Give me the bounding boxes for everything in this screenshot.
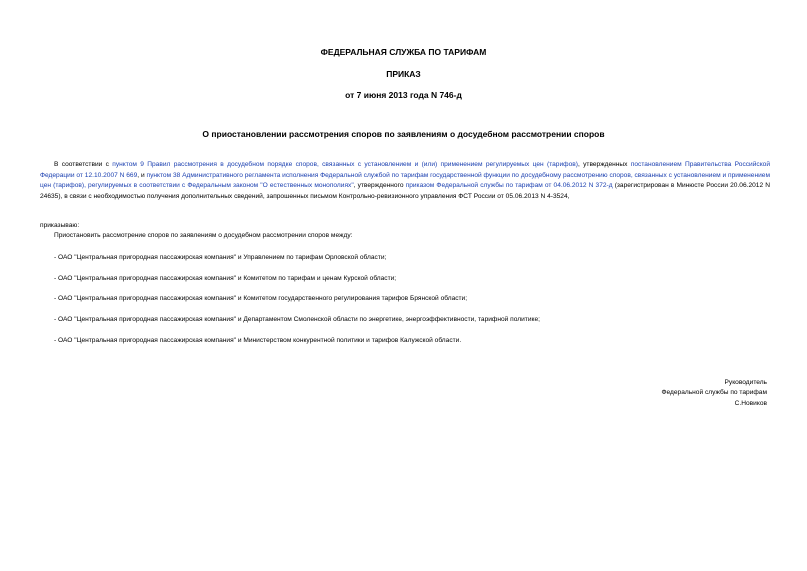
document-type: ПРИКАЗ xyxy=(386,69,421,79)
signature-position-1: Руководитель xyxy=(724,379,767,386)
preamble-text-1: В соответствии с xyxy=(54,161,113,168)
preamble-text-5: (зарегистрирован в Минюсте России 20.06.2012 N 24635), в связи с необходимостью получения дополнительных сведений, запрошенных письмом Контрольно-ревизионного управления ФСТ России от 05.06.2013 N 4-3524, xyxy=(40,182,771,200)
agency-heading: ФЕДЕРАЛЬНАЯ СЛУЖБА ПО ТАРИФАМ xyxy=(320,47,487,57)
order-intro: Приостановить рассмотрение споров по заявлениям о досудебном рассмотрении споров между: xyxy=(54,232,353,239)
link-rules-item-9[interactable]: пунктом 9 Правил рассмотрения в досудебном порядке споров, связанных с установлением и (или) применением регулируемых цен (тарифов) xyxy=(112,161,578,168)
list-item: - ОАО "Центральная пригородная пассажирская компания" и Министерством конкурентной политики и тарифов Калужской области. xyxy=(54,337,462,344)
preamble-text-2: , утвержденных xyxy=(577,161,631,168)
signature-position-2: Федеральной службы по тарифам xyxy=(661,389,767,396)
link-government-decree[interactable]: постановлением Правительства Российской Федерации от 12.10.2007 N 669 xyxy=(40,161,771,179)
list-item: - ОАО "Центральная пригородная пассажирская компания" и Комитетом государственного регулирования тарифов Брянской области; xyxy=(54,295,468,302)
list-item: - ОАО "Центральная пригородная пассажирская компания" и Департаментом Смоленской области по энергетике, энергоэффективности, тарифной политике; xyxy=(54,316,540,323)
preamble-text-4: , утвержденного xyxy=(353,182,406,189)
preamble-text-3: , и xyxy=(137,171,147,179)
list-item: - ОАО "Центральная пригородная пассажирская компания" и Комитетом по тарифам и ценам Курской области; xyxy=(54,275,397,282)
link-admin-regulation[interactable]: пунктом 38 Административного регламента исполнения Федеральной службой по тарифам государственной функции по досудебному рассмотрению споров, связанных с установлением и применением цен (тарифов), регулируемых в соответствии с Федеральным законом "О естественных монополиях" xyxy=(40,171,771,189)
signature-name: С.Новиков xyxy=(734,400,767,407)
document-title: О приостановлении рассмотрения споров по заявлениям о досудебном рассмотрении споров xyxy=(202,129,605,139)
link-fst-order[interactable]: приказом Федеральной службы по тарифам от 04.06.2012 N 372-д xyxy=(405,182,613,189)
document-date-number: от 7 июня 2013 года N 746-д xyxy=(345,90,462,100)
ordering-word: приказываю: xyxy=(40,222,80,229)
list-item: - ОАО "Центральная пригородная пассажирская компания" и Управлением по тарифам Орловской области; xyxy=(54,254,387,261)
preamble-paragraph xyxy=(40,160,770,202)
